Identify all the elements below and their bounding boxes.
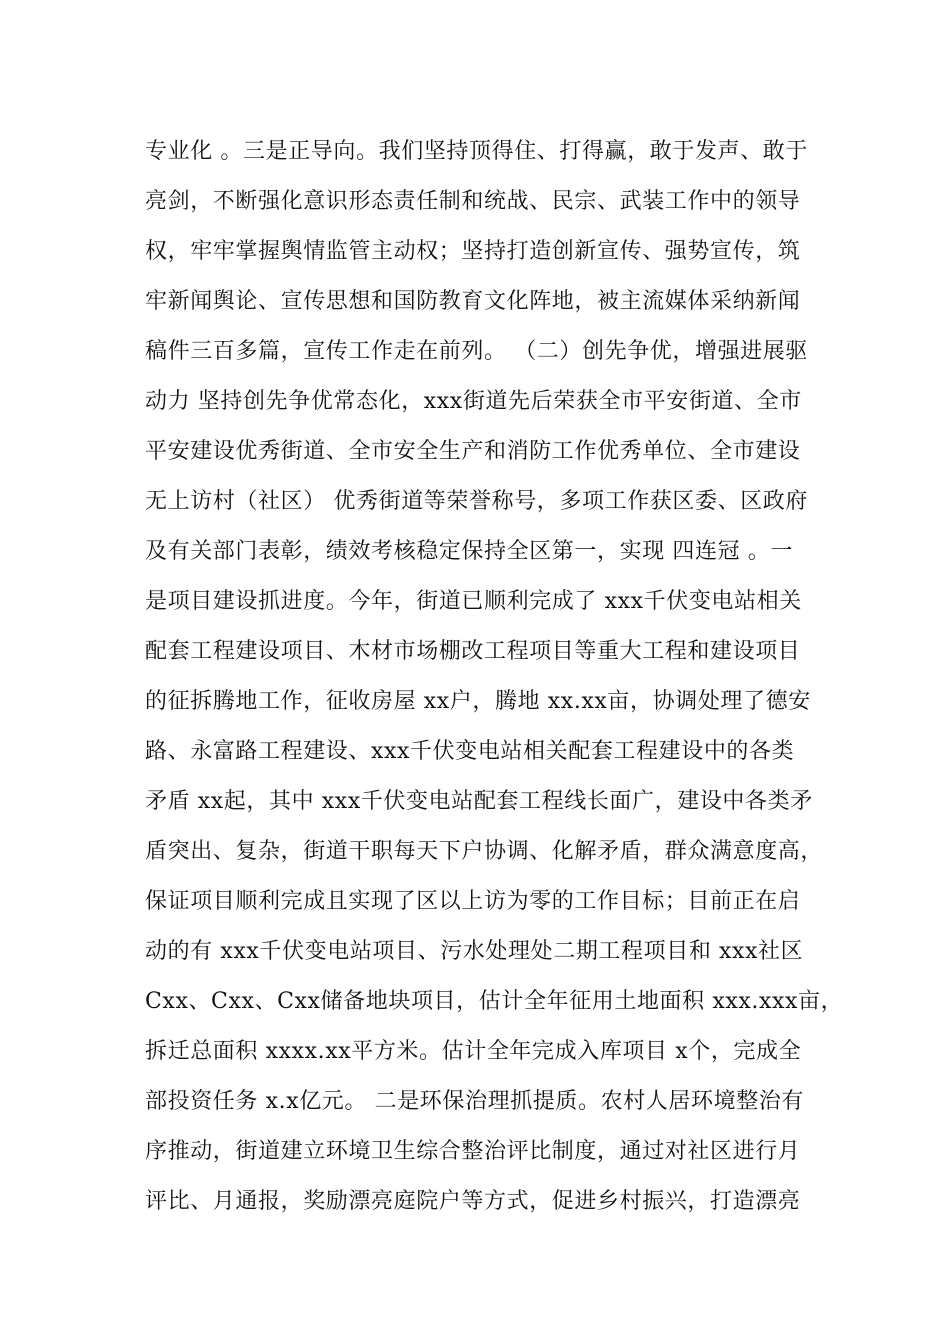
text-line: 拆迁总面积 xxxx.xx平方米。估计全年完成入库项目 x个，完成全 <box>145 1039 802 1064</box>
text-line: 评比、月通报，奖励漂亮庭院户等方式，促进乡村振兴，打造漂亮 <box>145 1189 801 1214</box>
text-line: 动力 坚持创先争优常态化，xxx街道先后荣获全市平安街道、全市 <box>145 389 802 414</box>
text-line: 牢新闻舆论、宣传思想和国防教育文化阵地，被主流媒体采纳新闻 <box>145 289 801 314</box>
text-line: 及有关部门表彰，绩效考核稳定保持全区第一，实现 四连冠 。一 <box>145 539 793 564</box>
text-line: 无上访村（社区） 优秀街道等荣誉称号，多项工作获区委、区政府 <box>145 489 808 514</box>
text-line: 专业化 。三是正导向。我们坚持顶得住、打得赢，敢于发声、敢于 <box>145 139 808 164</box>
text-line: 保证项目顺利完成且实现了区以上访为零的工作目标；目前正在启 <box>145 889 801 914</box>
text-line: 盾突出、复杂，街道干职每天下户协调、化解矛盾，群众满意度高， <box>145 839 824 864</box>
text-line: 配套工程建设项目、木材市场棚改工程项目等重大工程和建设项目 <box>145 639 801 664</box>
text-line: 稿件三百多篇，宣传工作走在前列。 （二）创先争优，增强进展驱 <box>145 339 808 364</box>
text-line: 部投资任务 x.x亿元。 二是环保治理抓提质。农村人居环境整治有 <box>145 1089 804 1114</box>
text-line: 平安建设优秀街道、全市安全生产和消防工作优秀单位、全市建设 <box>145 439 801 464</box>
text-line: 路、永富路工程建设、xxx千伏变电站相关配套工程建设中的各类 <box>145 739 795 764</box>
text-line: 动的有 xxx千伏变电站项目、污水处理处二期工程项目和 xxx社区 <box>145 939 804 964</box>
text-line: 序推动，街道建立环境卫生综合整治评比制度，通过对社区进行月 <box>145 1139 801 1164</box>
text-line: Cxx、Cxx、Cxx储备地块项目，估计全年征用土地面积 xxx.xxx亩， <box>145 989 844 1014</box>
text-line: 权，牢牢掌握舆情监管主动权；坚持打造创新宣传、强势宣传，筑 <box>145 239 801 264</box>
text-line: 的征拆腾地工作，征收房屋 xx户，腾地 xx.xx亩，协调处理了德安 <box>145 689 811 714</box>
body-paragraph <box>145 127 844 1227</box>
text-line: 是项目建设抓进度。今年，街道已顺利完成了 xxx千伏变电站相关 <box>145 589 802 614</box>
text-line: 亮剑，不断强化意识形态责任制和统战、民宗、武装工作中的领导 <box>145 189 801 214</box>
text-line: 矛盾 xx起，其中 xxx千伏变电站配套工程线长面广，建设中各类矛 <box>145 789 813 814</box>
